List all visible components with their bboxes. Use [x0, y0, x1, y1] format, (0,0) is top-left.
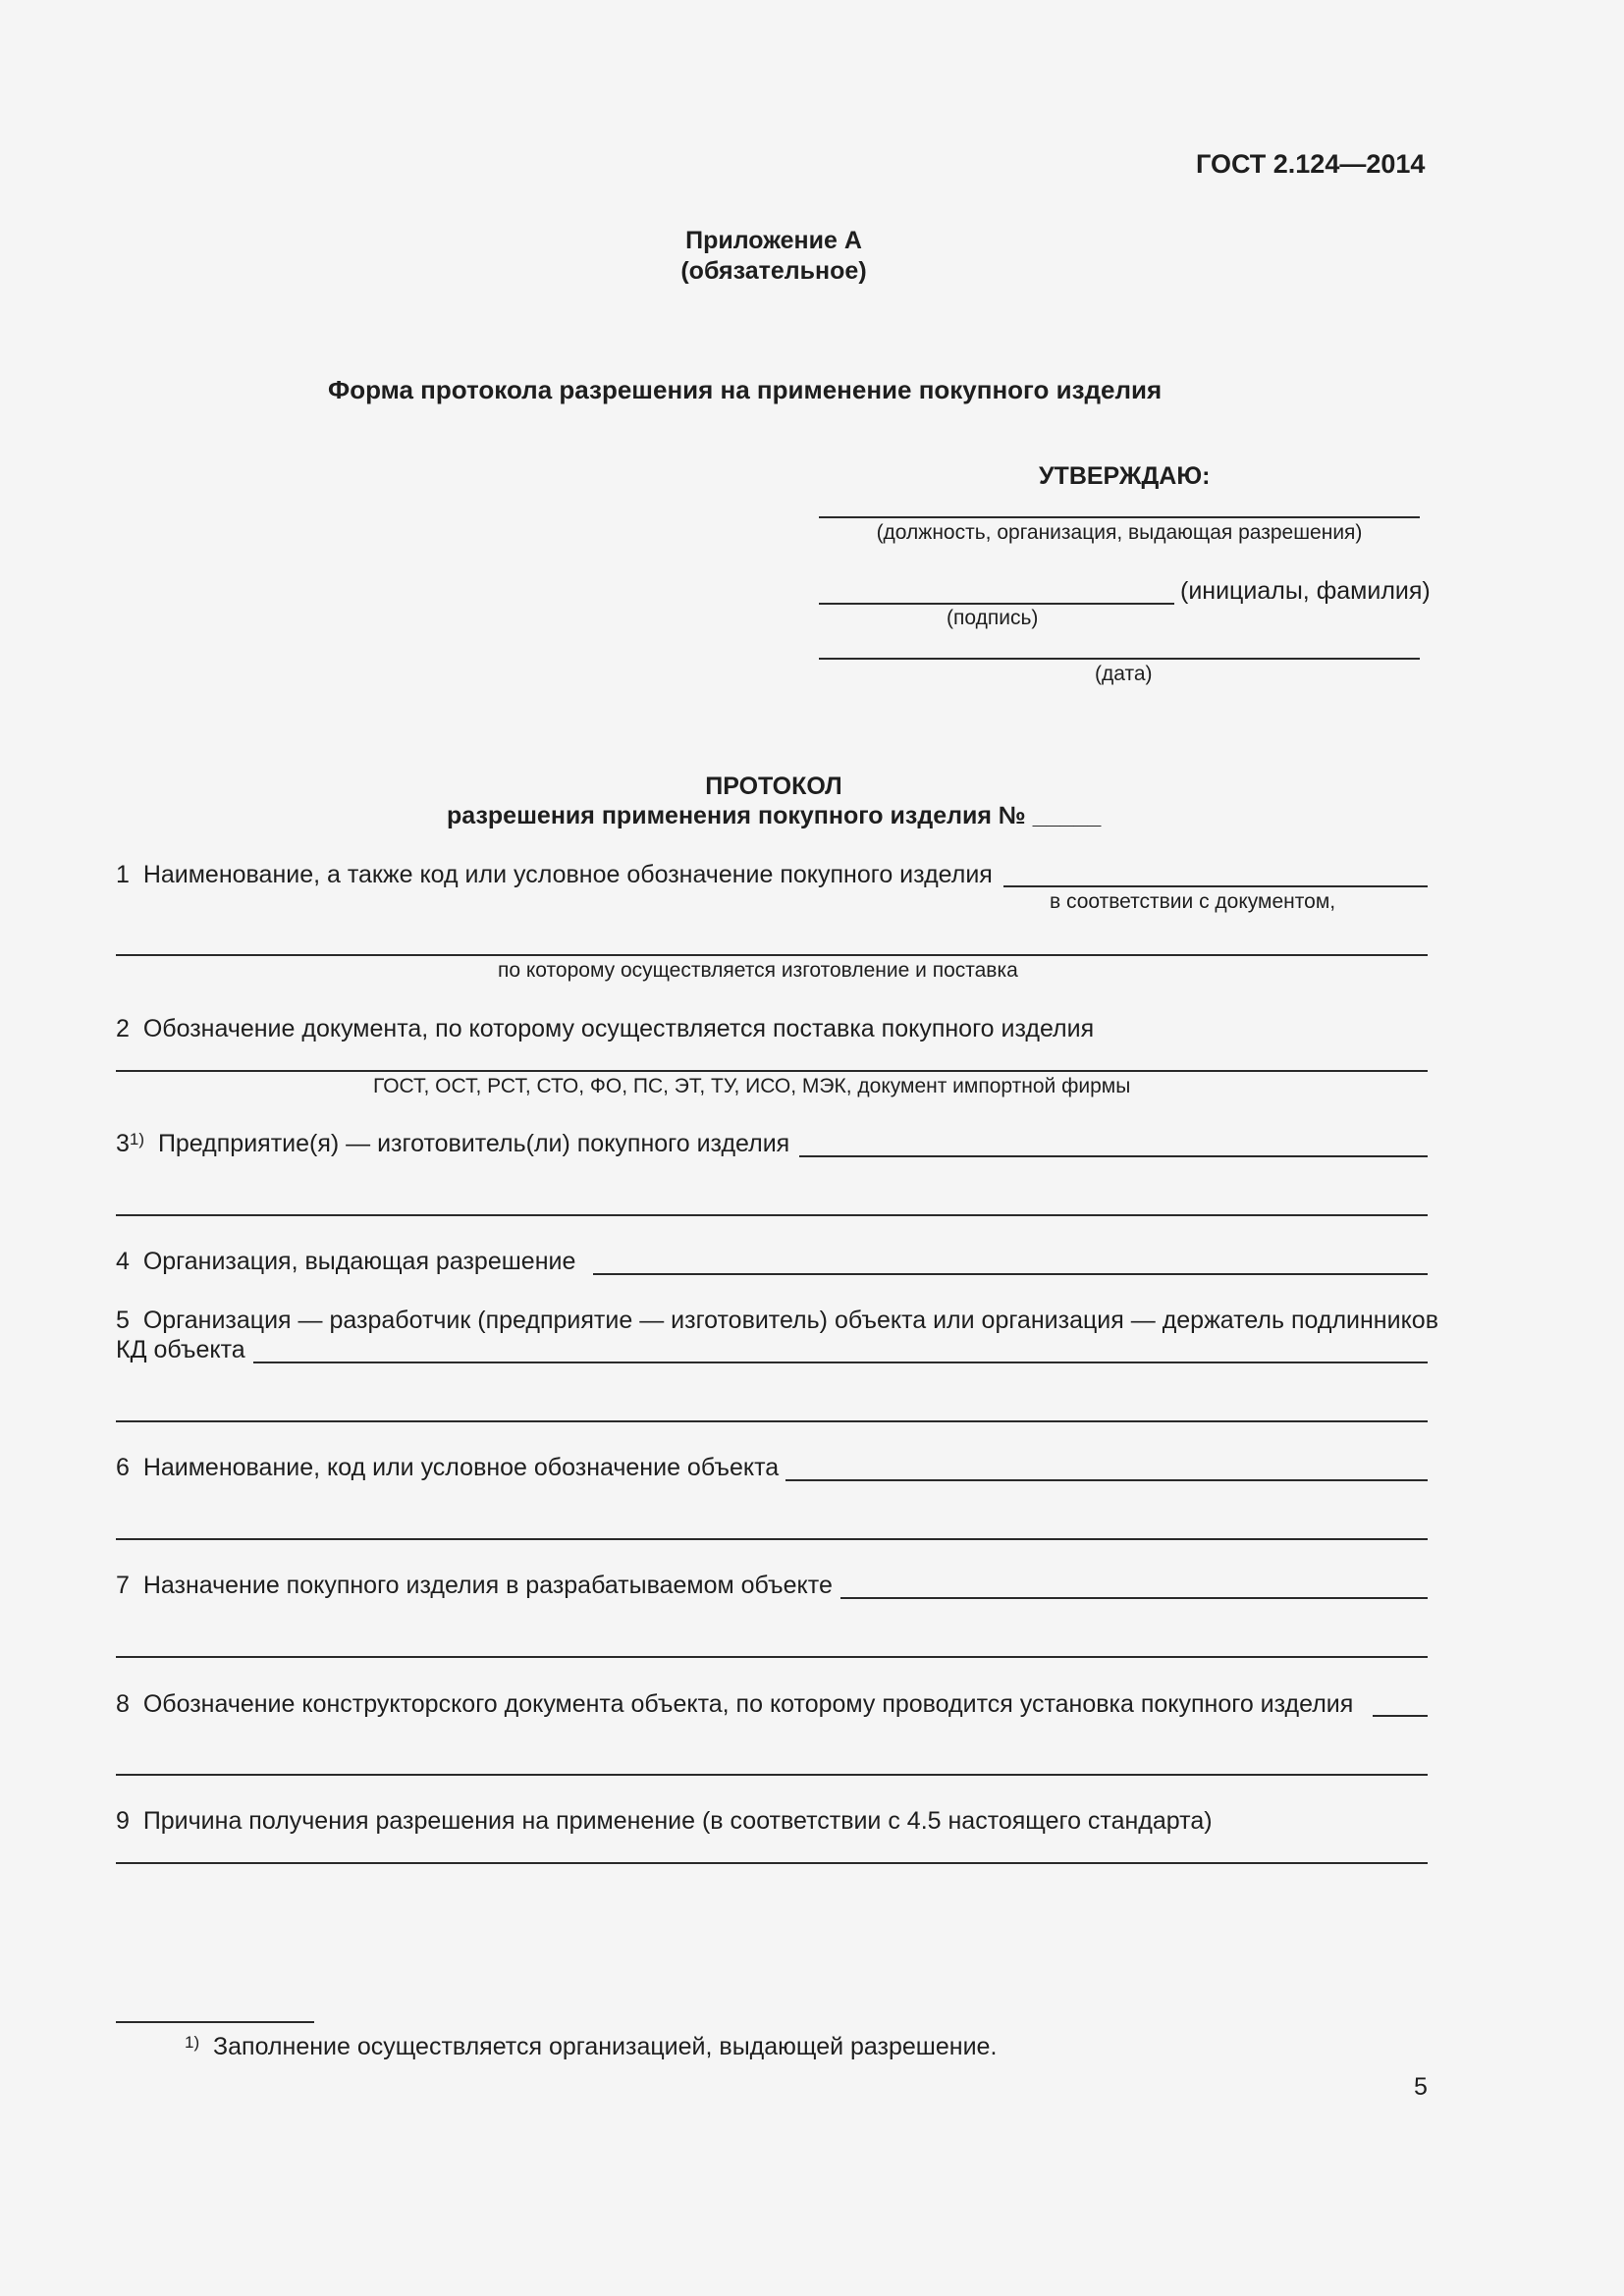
- item-6-line-b[interactable]: [116, 1538, 1428, 1540]
- item-5-line-a[interactable]: [253, 1362, 1428, 1363]
- item-5-label-line2: КД объекта: [116, 1336, 245, 1363]
- item-number: 4: [116, 1248, 130, 1275]
- item-1-line-a[interactable]: [1003, 885, 1428, 887]
- item-number: 8: [116, 1690, 130, 1718]
- item-1-caption-b: по которому осуществляется изготовление и поставка: [498, 959, 1018, 982]
- protocol-number-blank[interactable]: _____: [1032, 802, 1102, 829]
- item-7-line-a[interactable]: [840, 1597, 1428, 1599]
- item-4-label: [116, 1247, 575, 1276]
- signature-line[interactable]: [819, 603, 1174, 605]
- item-number: 3: [116, 1130, 130, 1157]
- protocol-title: ПРОТОКОЛ: [705, 773, 842, 800]
- position-caption: (должность, организация, выдающая разрешения): [876, 521, 1363, 544]
- footnote: [185, 2032, 997, 2061]
- item-text: Обозначение документа, по которому осуществляется поставка покупного изделия: [142, 1015, 1095, 1042]
- item-text: Организация — разработчик (предприятие — изготовитель) объекта или организация — держатель подлинников: [142, 1307, 1438, 1334]
- item-text: Обозначение конструкторского документа объекта, по которому проводится установка покупного изделия: [142, 1690, 1354, 1718]
- item-2-line[interactable]: [116, 1070, 1428, 1072]
- item-7-line-b[interactable]: [116, 1656, 1428, 1658]
- form-title: Форма протокола разрешения на применение покупного изделия: [328, 375, 1163, 404]
- item-text: Наименование, а также код или условное обозначение покупного изделия: [142, 861, 993, 888]
- item-5-label-line1: [116, 1306, 1438, 1335]
- annex-title: Приложение А: [685, 227, 862, 254]
- footnote-ref: 1): [129, 1130, 145, 1148]
- initials-label: (инициалы, фамилия): [1180, 577, 1431, 605]
- item-3-label: [116, 1129, 789, 1158]
- item-text: Причина получения разрешения на применение (в соответствии с 4.5 настоящего стандарта): [142, 1807, 1213, 1835]
- date-caption: (дата): [1095, 663, 1153, 685]
- item-9-label: [116, 1806, 1213, 1836]
- item-8-label: [116, 1689, 1353, 1719]
- item-8-line-a[interactable]: [1373, 1715, 1428, 1717]
- item-text: Назначение покупного изделия в разрабатываемом объекте: [142, 1572, 833, 1599]
- item-7-label: [116, 1571, 833, 1600]
- item-3-line-b[interactable]: [116, 1214, 1428, 1216]
- item-1-line-b[interactable]: [116, 954, 1428, 956]
- item-text: Организация, выдающая разрешение: [142, 1248, 576, 1275]
- item-number: 7: [116, 1572, 130, 1599]
- item-1-label: [116, 860, 993, 889]
- date-line[interactable]: [819, 658, 1420, 660]
- item-number: 5: [116, 1307, 130, 1334]
- item-3-line-a[interactable]: [799, 1155, 1428, 1157]
- item-text: Предприятие(я) — изготовитель(ли) покупного изделия: [157, 1130, 790, 1157]
- item-number: 9: [116, 1807, 130, 1835]
- item-number: 2: [116, 1015, 130, 1042]
- item-5-line-b[interactable]: [116, 1420, 1428, 1422]
- approval-heading: УТВЕРЖДАЮ:: [1039, 462, 1211, 490]
- annex-status: (обязательное): [680, 257, 867, 285]
- item-number: 1: [116, 861, 130, 888]
- page-number: 5: [1414, 2073, 1428, 2101]
- item-text: Наименование, код или условное обозначение объекта: [142, 1454, 780, 1481]
- item-6-label: [116, 1453, 779, 1482]
- footnote-separator: [116, 2021, 314, 2023]
- protocol-subtitle-text: разрешения применения покупного изделия №: [447, 802, 1026, 829]
- item-number: 6: [116, 1454, 130, 1481]
- position-line[interactable]: [819, 516, 1420, 518]
- protocol-subtitle: [447, 801, 1101, 830]
- item-1-caption-a: в соответствии с документом,: [1050, 890, 1336, 913]
- item-2-caption: ГОСТ, ОСТ, РСТ, СТО, ФО, ПС, ЭТ, ТУ, ИСО, МЭК, документ импортной фирмы: [373, 1075, 1131, 1097]
- signature-caption: (подпись): [947, 607, 1039, 629]
- item-2-label: [116, 1014, 1094, 1043]
- standard-designation: ГОСТ 2.124—2014: [1196, 149, 1426, 179]
- item-4-line[interactable]: [593, 1273, 1428, 1275]
- item-6-line-a[interactable]: [785, 1479, 1428, 1481]
- footnote-text: Заполнение осуществляется организацией, выдающей разрешение.: [213, 2033, 998, 2060]
- footnote-mark: 1): [185, 2033, 200, 2052]
- item-8-line-b[interactable]: [116, 1774, 1428, 1776]
- item-9-line[interactable]: [116, 1862, 1428, 1864]
